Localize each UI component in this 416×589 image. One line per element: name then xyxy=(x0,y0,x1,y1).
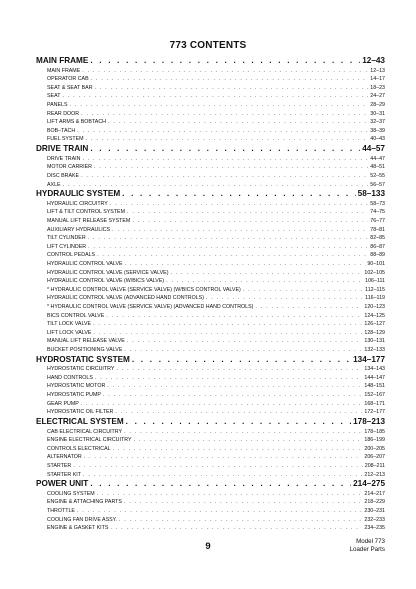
toc-item-label: HYDROSTATIC MOTOR xyxy=(47,383,106,390)
dot-leader xyxy=(90,144,360,155)
toc-item-label: GEAR PUMP xyxy=(47,400,79,407)
toc-item-row xyxy=(36,428,385,437)
footer-model-line1: Model 773 xyxy=(356,538,385,545)
toc-item-label: BUCKET POSITIONING VALVE xyxy=(47,347,123,354)
toc-item-row xyxy=(36,524,385,533)
toc-item-row xyxy=(36,400,385,409)
toc-item-row xyxy=(36,320,385,329)
dot-leader xyxy=(62,92,368,101)
toc-item-pages: 78–81 xyxy=(370,226,385,233)
dot-leader xyxy=(107,382,362,391)
dot-leader xyxy=(255,303,362,312)
toc-item-label: ENGINE & ATTACHING PARTS xyxy=(47,499,122,506)
toc-item-row xyxy=(36,243,385,252)
toc-item-label: ENGINE ELECTRICAL CIRCUITRY xyxy=(47,437,132,444)
toc-section-row xyxy=(36,479,385,490)
toc-item-pages: 58–73 xyxy=(370,200,385,207)
toc-item-pages: 152–167 xyxy=(364,392,385,399)
toc-item-row xyxy=(36,453,385,462)
dot-leader xyxy=(81,172,368,181)
toc-item-label: STARTER xyxy=(47,462,72,469)
toc-section-label: HYDROSTATIC SYSTEM xyxy=(36,354,130,364)
toc-item-pages: 218–229 xyxy=(364,499,385,506)
toc-item-row xyxy=(36,92,385,101)
toc-item-label: HYDROSTATIC CIRCUITRY xyxy=(47,366,115,373)
dot-leader xyxy=(103,391,362,400)
toc-section-pages: 214–275 xyxy=(353,479,385,489)
dot-leader xyxy=(84,453,363,462)
dot-leader xyxy=(63,181,369,190)
toc-item-label: STARTER KIT xyxy=(47,471,81,478)
toc-item-pages: 86–87 xyxy=(370,243,385,250)
toc-section-row xyxy=(36,417,385,428)
dot-leader xyxy=(90,479,351,490)
toc-item-row xyxy=(36,507,385,516)
toc-item-row xyxy=(36,346,385,355)
toc-item-pages: 130–131 xyxy=(364,338,385,345)
toc-item-row xyxy=(36,436,385,445)
toc-item-row xyxy=(36,329,385,338)
dot-leader xyxy=(125,260,366,269)
dot-leader xyxy=(82,155,368,164)
toc-item-pages: 230–231 xyxy=(364,507,385,514)
dot-leader xyxy=(97,490,363,499)
toc-item-pages: 232–233 xyxy=(364,516,385,523)
toc-item-pages: 112–115 xyxy=(365,286,385,293)
toc-item-label: CAB ELECTRICAL CIRCUITRY xyxy=(47,428,123,435)
toc-item-row xyxy=(36,374,385,383)
toc-section-label: ELECTRICAL SYSTEM xyxy=(36,416,124,426)
toc-item-row xyxy=(36,498,385,507)
toc-item-row xyxy=(36,172,385,181)
toc-item-pages: 38–39 xyxy=(370,127,385,134)
toc-item-pages: 206–207 xyxy=(364,454,385,461)
toc-item-row xyxy=(36,67,385,76)
toc-item-pages: 120–123 xyxy=(364,304,385,311)
dot-leader xyxy=(93,320,362,329)
toc-item-pages: 14–17 xyxy=(370,76,385,83)
dot-leader xyxy=(77,507,362,516)
toc-item-row xyxy=(36,277,385,286)
toc-item-pages: 88–89 xyxy=(370,252,385,259)
table-of-contents xyxy=(36,56,385,533)
toc-item-row xyxy=(36,127,385,136)
toc-section-label: POWER UNIT xyxy=(36,479,89,489)
toc-item-row xyxy=(36,294,385,303)
toc-item-pages: 30–31 xyxy=(370,110,385,117)
toc-item-pages: 132–133 xyxy=(364,347,385,354)
toc-item-pages: 116–119 xyxy=(365,295,385,302)
toc-item-row xyxy=(36,269,385,278)
dot-leader xyxy=(132,355,351,366)
toc-item-pages: 126–127 xyxy=(364,321,385,328)
page-number: 9 xyxy=(205,541,211,552)
toc-section-row xyxy=(36,355,385,366)
toc-item-pages: 48–51 xyxy=(370,164,385,171)
toc-item-label: * HYDRAULIC CONTROL VALVE (SERVICE VALVE) (ADVANCED HAND CONTROLS) xyxy=(47,304,254,311)
toc-item-label: HAND CONTROLS xyxy=(47,374,93,381)
toc-item-pages: 148–151 xyxy=(364,383,385,390)
dot-leader xyxy=(124,428,362,437)
toc-section-label: MAIN FRAME xyxy=(36,56,89,65)
toc-item-label: LIFT CYLINDER xyxy=(47,243,87,250)
dot-leader xyxy=(94,163,368,172)
toc-item-label: CONTROL PEDALS xyxy=(47,252,96,259)
toc-item-row xyxy=(36,408,385,417)
page-title: 773 CONTENTS xyxy=(169,40,247,51)
toc-item-row xyxy=(36,75,385,84)
toc-item-row xyxy=(36,516,385,525)
toc-item-row xyxy=(36,312,385,321)
toc-section-pages: 178–213 xyxy=(353,416,385,426)
dot-leader xyxy=(77,127,368,136)
dot-leader xyxy=(88,243,368,252)
dot-leader xyxy=(127,208,368,217)
toc-item-label: MANUAL LIFT RELEASE VALVE xyxy=(47,338,125,345)
dot-leader xyxy=(166,277,363,286)
toc-item-pages: 178–185 xyxy=(364,428,385,435)
toc-section-row xyxy=(36,189,385,200)
toc-item-label: LIFT & TILT CONTROL SYSTEM xyxy=(47,209,125,216)
dot-leader xyxy=(108,118,368,127)
toc-item-label: LIFT LOCK VALVE xyxy=(47,329,92,336)
dot-leader xyxy=(93,329,362,338)
toc-item-label: THROTTLE xyxy=(47,507,75,514)
dot-leader xyxy=(73,462,363,471)
toc-item-pages: 106–111 xyxy=(365,278,385,285)
toc-item-pages: 76–77 xyxy=(370,217,385,224)
toc-item-label: TILT LOCK VALVE xyxy=(47,321,92,328)
toc-section-label: DRIVE TRAIN xyxy=(36,144,89,154)
toc-item-pages: 74–75 xyxy=(370,209,385,216)
dot-leader xyxy=(124,498,362,507)
toc-item-row xyxy=(36,251,385,260)
dot-leader xyxy=(243,286,363,295)
toc-item-pages: 208–211 xyxy=(364,462,385,469)
toc-section-pages: 58–133 xyxy=(357,189,385,199)
toc-item-row xyxy=(36,155,385,164)
toc-item-pages: 172–177 xyxy=(364,409,385,416)
dot-leader xyxy=(81,400,363,409)
toc-item-pages: 124–125 xyxy=(364,312,385,319)
dot-leader xyxy=(133,436,362,445)
toc-item-row xyxy=(36,118,385,127)
toc-item-label: LIFT ARMS & BOBTACH xyxy=(47,119,106,126)
dot-leader xyxy=(95,374,362,383)
toc-item-pages: 44–47 xyxy=(370,155,385,162)
toc-item-pages: 82–85 xyxy=(370,235,385,242)
toc-item-row xyxy=(36,234,385,243)
toc-item-label: MANUAL LIFT RELEASE SYSTEM xyxy=(47,217,131,224)
toc-item-label: OPERATOR CAB xyxy=(47,76,89,83)
toc-item-label: HYDRAULIC CONTROL VALVE (ADVANCED HAND CONTROLS) xyxy=(47,295,204,302)
dot-leader xyxy=(124,346,362,355)
footer-model-line2: Loader Parts xyxy=(349,546,385,553)
dot-leader xyxy=(95,84,369,93)
toc-item-row xyxy=(36,303,385,312)
toc-item-label: CONTROLS ELECTRICAL xyxy=(47,445,111,452)
toc-item-label: DRIVE TRAIN xyxy=(47,155,81,162)
toc-item-label: REAR DOOR xyxy=(47,110,80,117)
toc-item-pages: 24–27 xyxy=(370,93,385,100)
toc-item-row xyxy=(36,286,385,295)
toc-item-row xyxy=(36,110,385,119)
dot-leader xyxy=(127,337,363,346)
toc-item-label: MOTOR CARRIER xyxy=(47,164,92,171)
toc-item-row xyxy=(36,135,385,144)
toc-item-pages: 134–143 xyxy=(364,366,385,373)
dot-leader xyxy=(206,294,363,303)
toc-item-row xyxy=(36,226,385,235)
toc-item-label: HYDRAULIC CIRCUITRY xyxy=(47,200,108,207)
toc-item-label: HYDROSTATIC OIL FILTER xyxy=(47,409,114,416)
toc-item-row xyxy=(36,260,385,269)
toc-item-pages: 28–29 xyxy=(370,102,385,109)
toc-item-label: AUXILIARY HYDRAULICS xyxy=(47,226,111,233)
dot-leader xyxy=(115,408,362,417)
toc-section-pages: 12–43 xyxy=(362,56,385,65)
dot-leader xyxy=(113,445,363,454)
dot-leader xyxy=(122,189,356,200)
toc-section-label: HYDRAULIC SYSTEM xyxy=(36,189,121,199)
toc-item-label: HYDRAULIC CONTROL VALVE (SERVICE VALVE) xyxy=(47,269,169,276)
toc-item-label: SEAT & SEAT BAR xyxy=(47,84,93,91)
toc-item-pages: 234–235 xyxy=(364,525,385,532)
dot-leader xyxy=(90,56,360,67)
toc-item-row xyxy=(36,208,385,217)
dot-leader xyxy=(170,269,362,278)
dot-leader xyxy=(81,110,368,119)
dot-leader xyxy=(86,135,369,144)
dot-leader xyxy=(70,101,369,110)
toc-item-pages: 56–57 xyxy=(370,181,385,188)
toc-item-label: COOLING SYSTEM xyxy=(47,490,95,497)
toc-item-row xyxy=(36,200,385,209)
toc-item-row xyxy=(36,445,385,454)
toc-item-row xyxy=(36,337,385,346)
dot-leader xyxy=(119,516,362,525)
dot-leader xyxy=(91,75,369,84)
toc-section-pages: 134–177 xyxy=(353,354,385,364)
toc-item-label: BOB–TACH xyxy=(47,127,76,134)
dot-leader xyxy=(83,471,362,480)
toc-item-label: HYDRAULIC CONTROL VALVE xyxy=(47,260,123,267)
toc-item-label: SEAT xyxy=(47,93,61,100)
toc-item-pages: 40–43 xyxy=(370,136,385,143)
toc-item-row xyxy=(36,471,385,480)
toc-item-pages: 12–13 xyxy=(370,67,385,74)
dot-leader xyxy=(132,217,368,226)
toc-item-pages: 32–37 xyxy=(370,119,385,126)
dot-leader xyxy=(97,251,368,260)
toc-item-label: TILT CYLINDER xyxy=(47,235,86,242)
dot-leader xyxy=(110,200,368,209)
toc-item-label: ALTERNATOR xyxy=(47,454,82,461)
toc-item-label: HYDROSTATIC PUMP xyxy=(47,392,101,399)
footer-model xyxy=(350,538,385,554)
toc-item-row xyxy=(36,181,385,190)
toc-item-pages: 168–171 xyxy=(364,400,385,407)
toc-item-pages: 90–101 xyxy=(367,260,385,267)
toc-item-pages: 128–129 xyxy=(364,329,385,336)
dot-leader xyxy=(116,365,362,374)
toc-item-pages: 200–205 xyxy=(364,445,385,452)
toc-item-pages: 214–217 xyxy=(364,490,385,497)
toc-item-row xyxy=(36,101,385,110)
toc-item-row xyxy=(36,391,385,400)
toc-item-pages: 52–55 xyxy=(370,172,385,179)
toc-item-row xyxy=(36,462,385,471)
dot-leader xyxy=(126,417,351,428)
toc-item-label: MAIN FRAME xyxy=(47,67,81,74)
toc-item-row xyxy=(36,382,385,391)
dot-leader xyxy=(88,234,369,243)
toc-item-row xyxy=(36,490,385,499)
toc-section-pages: 44–57 xyxy=(362,144,385,154)
toc-item-label: HYDRAULIC CONTROL VALVE (W/BICS VALVE) xyxy=(47,278,165,285)
toc-item-label: * HYDRAULIC CONTROL VALVE (SERVICE VALVE) (W/BICS CONTROL VALVE) xyxy=(47,286,241,293)
toc-item-pages: 186–199 xyxy=(364,437,385,444)
dot-leader xyxy=(112,226,368,235)
dot-leader xyxy=(106,312,362,321)
toc-item-label: AXLE xyxy=(47,181,61,188)
toc-section-row xyxy=(36,56,385,67)
toc-item-pages: 144–147 xyxy=(364,374,385,381)
toc-item-label: PANELS xyxy=(47,102,68,109)
toc-item-pages: 102–105 xyxy=(364,269,385,276)
toc-section-row xyxy=(36,144,385,155)
toc-item-label: FUEL SYSTEM xyxy=(47,136,84,143)
dot-leader xyxy=(110,524,362,533)
toc-item-label: COOLING FAN DRIVE ASSY. xyxy=(47,516,117,523)
toc-item-label: DISC BRAKE xyxy=(47,172,80,179)
toc-item-pages: 18–23 xyxy=(370,84,385,91)
toc-item-row xyxy=(36,84,385,93)
toc-item-row xyxy=(36,163,385,172)
toc-item-label: ENGINE & GASKET KITS xyxy=(47,525,109,532)
toc-item-row xyxy=(36,217,385,226)
toc-item-label: BICS CONTROL VALVE xyxy=(47,312,105,319)
dot-leader xyxy=(82,67,368,76)
toc-item-row xyxy=(36,365,385,374)
toc-item-pages: 212–213 xyxy=(364,471,385,478)
